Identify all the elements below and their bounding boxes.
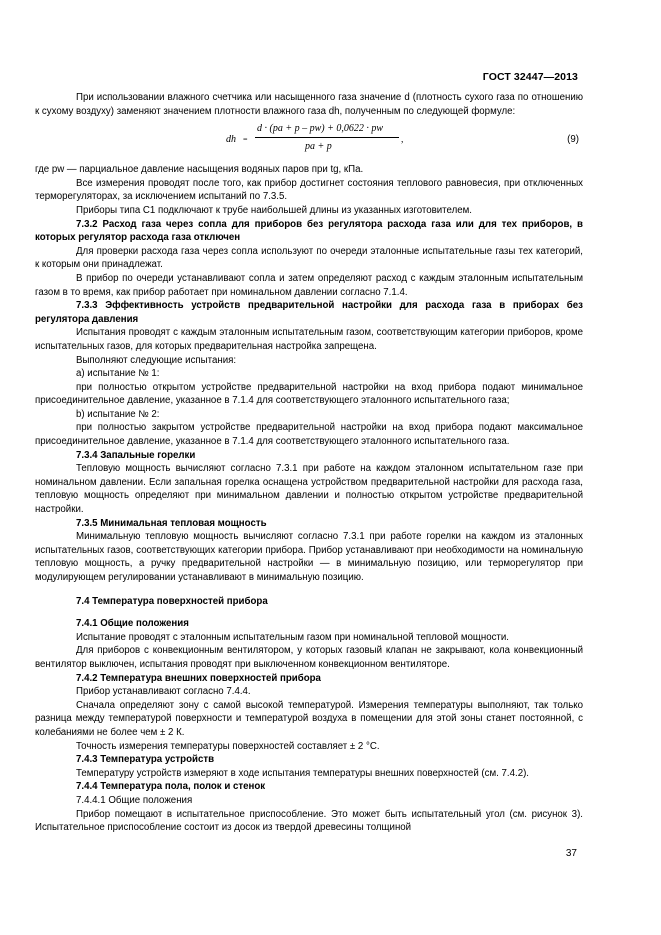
paragraph: Прибор устанавливают согласно 7.4.4. bbox=[76, 686, 251, 698]
paragraph: Сначала определяют зону с самой высокой температурой. Измерения температуры выполняют, так только разница между температурой поверхности и температурой воздуха в помещении для этой зоны станет постоянной, с колебаниями не более чем ± 2 К. bbox=[35, 699, 583, 738]
paragraph: Испытание проводят с эталонным испытательным газом при номинальной тепловой мощности. bbox=[76, 631, 509, 643]
section-heading-7-4-4: 7.4.4 Температура пола, полок и стенок bbox=[76, 781, 266, 793]
formula-denominator: pa + p bbox=[305, 141, 332, 153]
list-item-b: b) испытание № 2: bbox=[76, 408, 160, 420]
section-heading-7-3-2: 7.3.2 Расход газа через сопла для приборов без регулятора расхода газа или для тех приборов, в которых регулятор расхода газа отключен bbox=[35, 218, 583, 244]
list-item-a: a) испытание № 1: bbox=[76, 368, 160, 380]
paragraph: Минимальную тепловую мощность вычисляют согласно 7.3.1 при работе горелки на каждом из эталонных испытательных газов, соответствующих категории прибора. Прибор устанавливают при необходимости на номинальную тепловую мощность, а ручку предварительной настройки — в минимальную позицию, или терморегулятор при модулирующем регулировании устанавливают в минимальную позицию. bbox=[35, 531, 583, 583]
section-heading-7-4: 7.4 Температура поверхностей прибора bbox=[76, 595, 268, 607]
section-heading-7-3-4: 7.3.4 Запальные горелки bbox=[76, 449, 196, 461]
subsection-heading-7-4-4-1: 7.4.4.1 Общие положения bbox=[76, 794, 193, 806]
paragraph: Тепловую мощность вычисляют согласно 7.3.1 при работе на каждом эталонном испытательном газе при номинальном давлении. Если запальная горелка оснащена устройством предварительной настройки для расхода газа, тепловую мощность определяют при минимальном давлении и полностью открытом устройстве предварительной настройки. bbox=[35, 463, 583, 516]
section-heading-7-3-3: 7.3.3 Эффективность устройств предварительной настройки для расхода газа в приборах без регулятора давления bbox=[35, 300, 583, 325]
paragraph: Испытания проводят с каждым эталонным испытательным газом, соответствующим категории приборов, кроме испытательных газов, для которых предварительная настройка запрещена. bbox=[35, 327, 583, 352]
formula-where: где pw — парциальное давление насыщения водяных паров при tg, кПа. bbox=[35, 164, 364, 176]
paragraph: Для проверки расхода газа через сопла используют по очереди эталонные испытательные газы тех категорий, к которым они принадлежат. bbox=[35, 245, 583, 271]
formula-comma: , bbox=[401, 134, 404, 146]
section-heading-7-4-3: 7.4.3 Температура устройств bbox=[76, 754, 215, 766]
document-header: ГОСТ 32447—2013 bbox=[482, 71, 578, 83]
section-heading-7-4-2: 7.4.2 Температура внешних поверхностей прибора bbox=[76, 672, 321, 684]
paragraph: Температуру устройств измеряют в ходе испытания температуры внешних поверхностей (см. 7.4.2). bbox=[76, 767, 530, 779]
section-heading-7-3-5: 7.3.5 Минимальная тепловая мощность bbox=[76, 517, 267, 529]
formula-equals: = bbox=[243, 135, 248, 145]
fraction-bar bbox=[255, 137, 399, 138]
paragraph: Точность измерения температуры поверхностей составляет ± 2 °С. bbox=[76, 740, 380, 752]
paragraph: Для приборов с конвекционным вентилятором, у которых газовый клапан не закрывают, кола конвекционный вентилятор выключен, испытания проводят при выключенном конвекционном вентиляторе. bbox=[35, 645, 583, 670]
list-item-b-text: при полностью закрытом устройстве предварительной настройки на вход прибора подают максимальное присоединительное давление, указанное в 7.1.4 для соответствующего эталонного испытательного газа. bbox=[35, 422, 583, 448]
paragraph: В прибор по очереди устанавливают сопла и затем определяют расход с каждым эталонным испытательным газом в то время, как прибор работает при номинальном давлении согласно 7.1.4. bbox=[35, 272, 583, 298]
intro-paragraph: При использовании влажного счетчика или насыщенного газа значение d (плотность сухого газа по отношению к сухому воздуху) заменяют значением плотности влажного газа dh, полученным по следующей формуле: bbox=[35, 92, 583, 117]
paragraph: Все измерения проводят после того, как прибор достигнет состояния теплового равновесия, при отключенных терморегуляторах, за исключением испытаний по 7.3.5. bbox=[35, 177, 583, 203]
page-number: 37 bbox=[565, 848, 577, 859]
page-content bbox=[35, 91, 583, 835]
formula-9 bbox=[35, 121, 583, 161]
formula-lhs: dh bbox=[226, 134, 236, 146]
paragraph: Прибор помещают в испытательное приспособление. Это может быть испытательный угол (см. рисунок 3). Испытательное приспособление состоит из досок из твердой древесины толщиной bbox=[35, 808, 583, 834]
formula-number: (9) bbox=[567, 134, 579, 146]
paragraph: Выполняют следующие испытания: bbox=[76, 354, 237, 366]
paragraph: Приборы типа C1 подключают к трубе наибольшей длины из указанных изготовителем. bbox=[76, 204, 472, 216]
list-item-a-text: при полностью открытом устройстве предварительной настройки на вход прибора подают минимальное присоединительное давление, указанное в 7.1.4 для соответствующего эталонного испытательного газа; bbox=[35, 381, 583, 407]
formula-numerator: d · (pa + p – pw) + 0,0622 · pw bbox=[257, 123, 383, 135]
section-heading-7-4-1: 7.4.1 Общие положения bbox=[76, 618, 189, 630]
